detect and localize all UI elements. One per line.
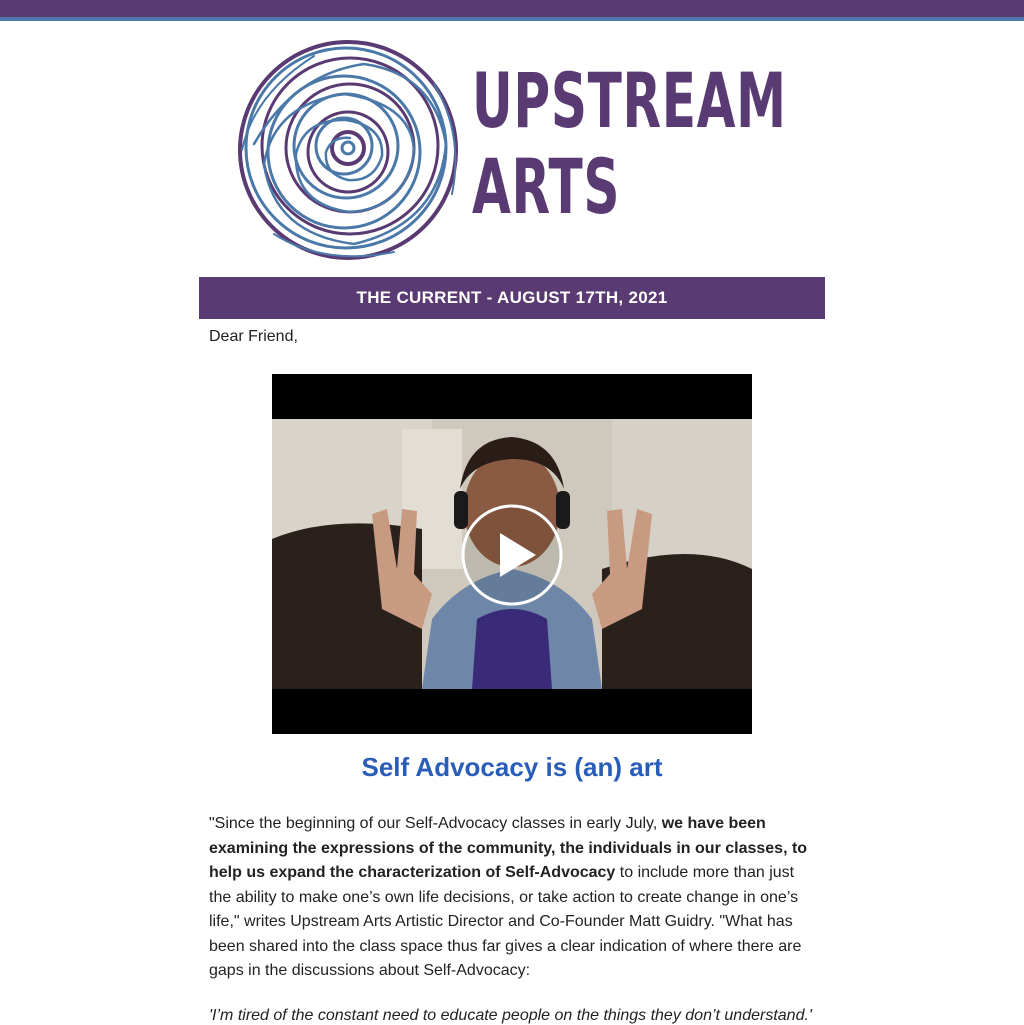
- header-band: [0, 0, 1024, 17]
- spiral-logo-icon: [234, 34, 466, 266]
- video-player[interactable]: [272, 374, 752, 734]
- greeting-text: Dear Friend,: [209, 328, 298, 345]
- article-text-rest: to include more than just the ability to make one’s own life decisions, or take action to create change in one’s life," writes Upstream Arts Artistic Director and Co-Founder Matt Guidry. "What has been shared into the class space thus far gives a clear indication of where there are gaps in the discussions about Self-Advocacy:: [209, 864, 802, 979]
- article-title: Self Advocacy is (an) art: [361, 752, 663, 782]
- logo-wordmark: [472, 58, 802, 230]
- logo-word-arts: ARTS: [472, 142, 621, 231]
- header-accent-stripe: [0, 17, 1024, 21]
- article-body: [209, 812, 809, 984]
- upstream-arts-logo[interactable]: [234, 34, 794, 266]
- article-text-emphasis: we have been examining the expressions of the community, the individuals in our classes, to help us expand the characterization of Self-Advocacy: [209, 815, 808, 881]
- article-paragraph: [209, 812, 809, 984]
- article-text-intro: "Since the beginning of our Self-Advocacy classes in early July,: [209, 815, 662, 832]
- newsletter-title-banner: THE CURRENT - AUGUST 17TH, 2021: [199, 277, 825, 319]
- article-quote: 'I’m tired of the constant need to educate people on the things they don’t understand.': [209, 1007, 812, 1024]
- play-icon[interactable]: [460, 503, 564, 607]
- logo-word-upstream: UPSTREAM: [472, 56, 787, 145]
